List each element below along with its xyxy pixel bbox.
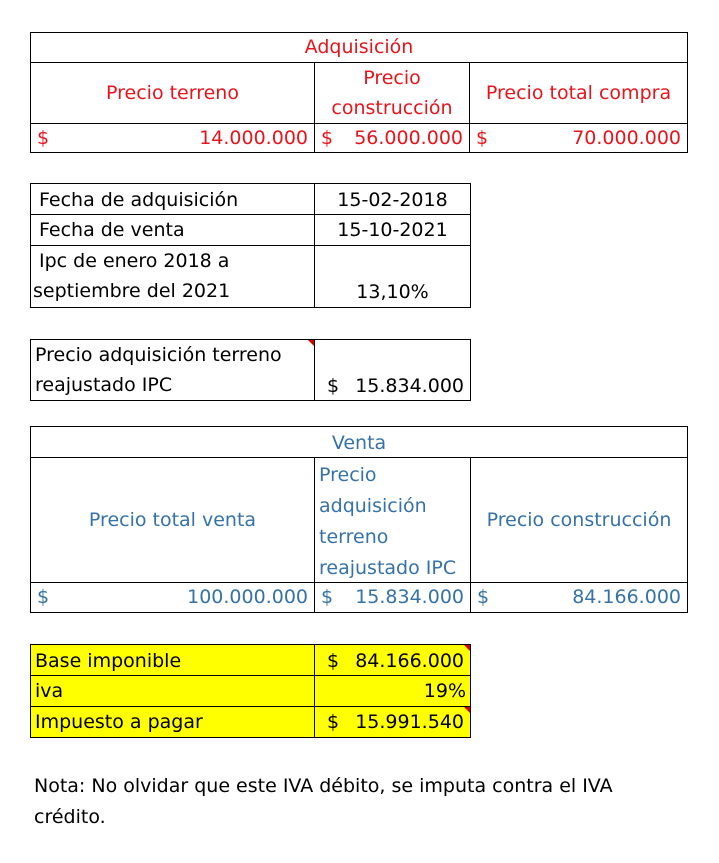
- base-imponible-value: [314, 644, 471, 676]
- currency-symbol: $: [327, 650, 340, 672]
- adquisicion-title: Adquisición: [30, 32, 688, 63]
- header-mid-line2: adquisición: [319, 495, 427, 517]
- reajuste-label-line1: Precio adquisición terreno: [35, 344, 282, 366]
- currency-symbol: $: [477, 586, 490, 608]
- amount: 19%: [423, 680, 466, 702]
- amount: 70.000.000: [572, 127, 681, 149]
- fechas-table: [30, 183, 471, 308]
- nota-line2: crédito.: [34, 806, 106, 828]
- impuesto-a-pagar-label: Impuesto a pagar: [30, 706, 315, 738]
- ipc-label-line2: septiembre del 2021: [33, 280, 231, 302]
- comment-indicator: [464, 707, 470, 713]
- value-precio-terreno: [30, 123, 315, 153]
- currency-symbol: $: [37, 127, 50, 149]
- header-precio-total-compra: Precio total compra: [469, 62, 688, 124]
- currency-symbol: $: [476, 127, 489, 149]
- iva-label: iva: [30, 675, 315, 707]
- adquisicion-table: [30, 32, 688, 153]
- header-precio-construccion-line2: construcción: [331, 97, 453, 119]
- value-precio-total-venta: [30, 582, 315, 613]
- fecha-adquisicion-value: 15-02-2018: [314, 183, 471, 215]
- header-mid-line4: reajustado IPC: [319, 557, 457, 579]
- amount: 15.834.000: [355, 375, 464, 397]
- amount: 15.991.540: [355, 711, 464, 733]
- amount: 15.834.000: [355, 586, 464, 608]
- header-precio-construccion-venta: Precio construcción: [470, 457, 688, 583]
- iva-value: [314, 675, 471, 707]
- ipc-value: 13,10%: [314, 245, 471, 308]
- fecha-venta-value: 15-10-2021: [314, 214, 471, 246]
- value-precio-total-compra: [469, 123, 688, 153]
- currency-symbol: $: [37, 586, 50, 608]
- currency-symbol: $: [327, 375, 340, 397]
- header-precio-construccion-line1: Precio: [363, 67, 421, 89]
- reajuste-table: [30, 339, 471, 401]
- amount: 84.166.000: [572, 586, 681, 608]
- reajuste-label: [30, 339, 315, 401]
- impuesto-a-pagar-value: [314, 706, 471, 738]
- fecha-venta-label: Fecha de venta: [30, 214, 315, 246]
- comment-indicator: [464, 645, 470, 651]
- ipc-label-line1: Ipc de enero 2018 a: [39, 250, 230, 272]
- impuesto-table: [30, 644, 471, 738]
- base-imponible-label: Base imponible: [30, 644, 315, 676]
- reajuste-label-line2: reajustado IPC: [35, 374, 173, 396]
- amount: 56.000.000: [354, 127, 463, 149]
- header-precio-adquisicion-reajustado: [314, 457, 471, 583]
- value-precio-construccion-venta: [470, 582, 688, 613]
- value-precio-adquisicion-reajustado: [314, 582, 471, 613]
- venta-table: [30, 426, 688, 613]
- header-precio-terreno: Precio terreno: [30, 62, 315, 124]
- value-precio-construccion: [314, 123, 470, 153]
- ipc-label: [30, 245, 315, 308]
- amount: 100.000.000: [187, 586, 308, 608]
- header-mid-line3: terreno: [319, 526, 389, 548]
- currency-symbol: $: [327, 711, 340, 733]
- reajuste-value: [314, 339, 471, 401]
- amount: 84.166.000: [355, 650, 464, 672]
- header-precio-construccion: [314, 62, 470, 124]
- header-mid-line1: Precio: [319, 464, 377, 486]
- header-precio-total-venta: Precio total venta: [30, 457, 315, 583]
- nota: [34, 771, 694, 833]
- currency-symbol: $: [321, 127, 334, 149]
- venta-title: Venta: [30, 426, 688, 458]
- nota-line1: Nota: No olvidar que este IVA débito, se imputa contra el IVA: [34, 775, 613, 797]
- currency-symbol: $: [321, 586, 334, 608]
- amount: 14.000.000: [199, 127, 308, 149]
- fecha-adquisicion-label: Fecha de adquisición: [30, 183, 315, 215]
